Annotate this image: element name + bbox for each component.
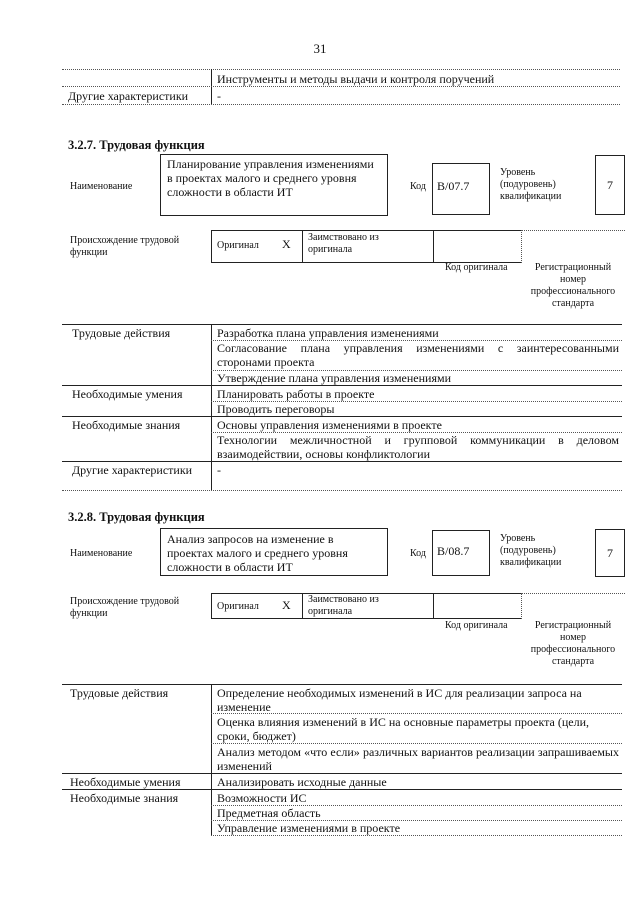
table-border — [211, 835, 622, 836]
column-divider — [433, 593, 434, 619]
level-label: Уровень (подуровень) квалификации — [500, 167, 562, 202]
list-item: Инструменты и методы выдачи и контроля поручений — [217, 72, 495, 86]
original-mark: X — [282, 237, 291, 251]
row-divider — [62, 385, 622, 386]
list-item: Возможности ИС — [217, 791, 307, 805]
name-value: Анализ запросов на изменение в проектах малого и среднего уровня сложности в области ИТ — [167, 532, 348, 574]
group-label: Необходимые знания — [70, 791, 179, 805]
original-label: Оригинал — [217, 240, 259, 251]
column-divider — [521, 593, 522, 619]
code-label: Код — [410, 548, 426, 559]
row-divider — [521, 230, 625, 231]
list-item: Планировать работы в проекте — [217, 387, 375, 401]
row-divider — [211, 713, 622, 714]
table-border — [62, 490, 622, 491]
column-divider — [211, 324, 212, 490]
section-title: 3.2.7. Трудовая функция — [68, 138, 205, 152]
level-label: Уровень (подуровень) квалификации — [500, 533, 562, 568]
list-item: Предметная область — [217, 806, 321, 820]
list-item: Оценка влияния изменений в ИС на основные параметры проекта (цели, сроки, бюджет) — [217, 715, 590, 743]
column-divider — [433, 230, 434, 263]
group-label: Другие характеристики — [72, 463, 193, 477]
code-original-caption: Код оригинала — [445, 262, 508, 273]
list-item: Согласование плана управления изменениями с заинтересованными сторонами проекта — [217, 341, 619, 369]
row-divider — [211, 743, 622, 744]
code-label: Код — [410, 181, 426, 192]
list-item: Анализ методом «что если» различных вариантов реализации запрашиваемых изменений — [217, 745, 619, 773]
column-divider — [302, 593, 303, 619]
row-divider — [62, 789, 622, 790]
name-box — [160, 154, 388, 216]
origin-label: Происхождение трудовой функции — [70, 596, 180, 619]
group-label: Трудовые действия — [72, 326, 171, 340]
group-label: Необходимые умения — [70, 775, 181, 789]
name-label: Наименование — [70, 181, 133, 192]
table-border — [62, 69, 620, 70]
list-item: Проводить переговоры — [217, 402, 335, 416]
table-border — [62, 324, 622, 325]
level-value: 7 — [607, 546, 613, 560]
name-box — [160, 528, 388, 576]
level-value: 7 — [607, 178, 613, 192]
original-label: Оригинал — [217, 601, 259, 612]
page-number: 31 — [313, 41, 327, 56]
borrowed-label: Заимствовано из оригинала — [308, 232, 379, 255]
code-box — [432, 530, 490, 576]
column-divider — [302, 230, 303, 263]
code-original-caption: Код оригинала — [445, 620, 508, 631]
name-label: Наименование — [70, 548, 133, 559]
list-item: Разработка плана управления изменениями — [217, 326, 439, 340]
borrowed-label: Заимствовано из оригинала — [308, 594, 379, 617]
column-divider — [211, 684, 212, 835]
list-item: Анализировать исходные данные — [217, 775, 387, 789]
level-box — [595, 155, 625, 215]
name-value: Планирование управления изменениями в проектах малого и среднего уровня сложности в области ИТ — [167, 157, 374, 199]
code-box — [432, 163, 490, 215]
group-label: Необходимые умения — [72, 387, 183, 401]
level-box — [595, 529, 625, 577]
section-title: 3.2.8. Трудовая функция — [68, 510, 205, 524]
table-border — [62, 684, 622, 685]
group-label: Необходимые знания — [72, 418, 181, 432]
reg-number-caption: Регистрационный номер профессионального стандарта — [530, 620, 616, 667]
row-label: Другие характеристики — [68, 89, 189, 103]
row-divider — [521, 593, 625, 594]
row-divider — [62, 86, 620, 87]
row-divider — [62, 416, 622, 417]
column-divider — [521, 230, 522, 263]
list-item: Основы управления изменениями в проекте — [217, 418, 442, 432]
list-item: - — [217, 89, 221, 103]
list-item: Определение необходимых изменений в ИС для реализации запроса на изменение — [217, 686, 582, 714]
row-divider — [62, 773, 622, 774]
row-divider — [62, 461, 622, 462]
row-divider — [62, 104, 620, 105]
original-mark: X — [282, 598, 291, 612]
list-item: Технологии межличностной и групповой коммуникации в деловом взаимодействии, основы конфликтологии — [217, 433, 619, 461]
reg-number-caption: Регистрационный номер профессионального стандарта — [530, 262, 616, 309]
code-value: B/08.7 — [437, 544, 470, 558]
group-label: Трудовые действия — [70, 686, 169, 700]
list-item: Управление изменениями в проекте — [217, 821, 401, 835]
origin-label: Происхождение трудовой функции — [70, 235, 180, 258]
list-item: - — [217, 463, 221, 477]
list-item: Утверждение плана управления изменениями — [217, 371, 452, 385]
code-value: B/07.7 — [437, 179, 470, 193]
